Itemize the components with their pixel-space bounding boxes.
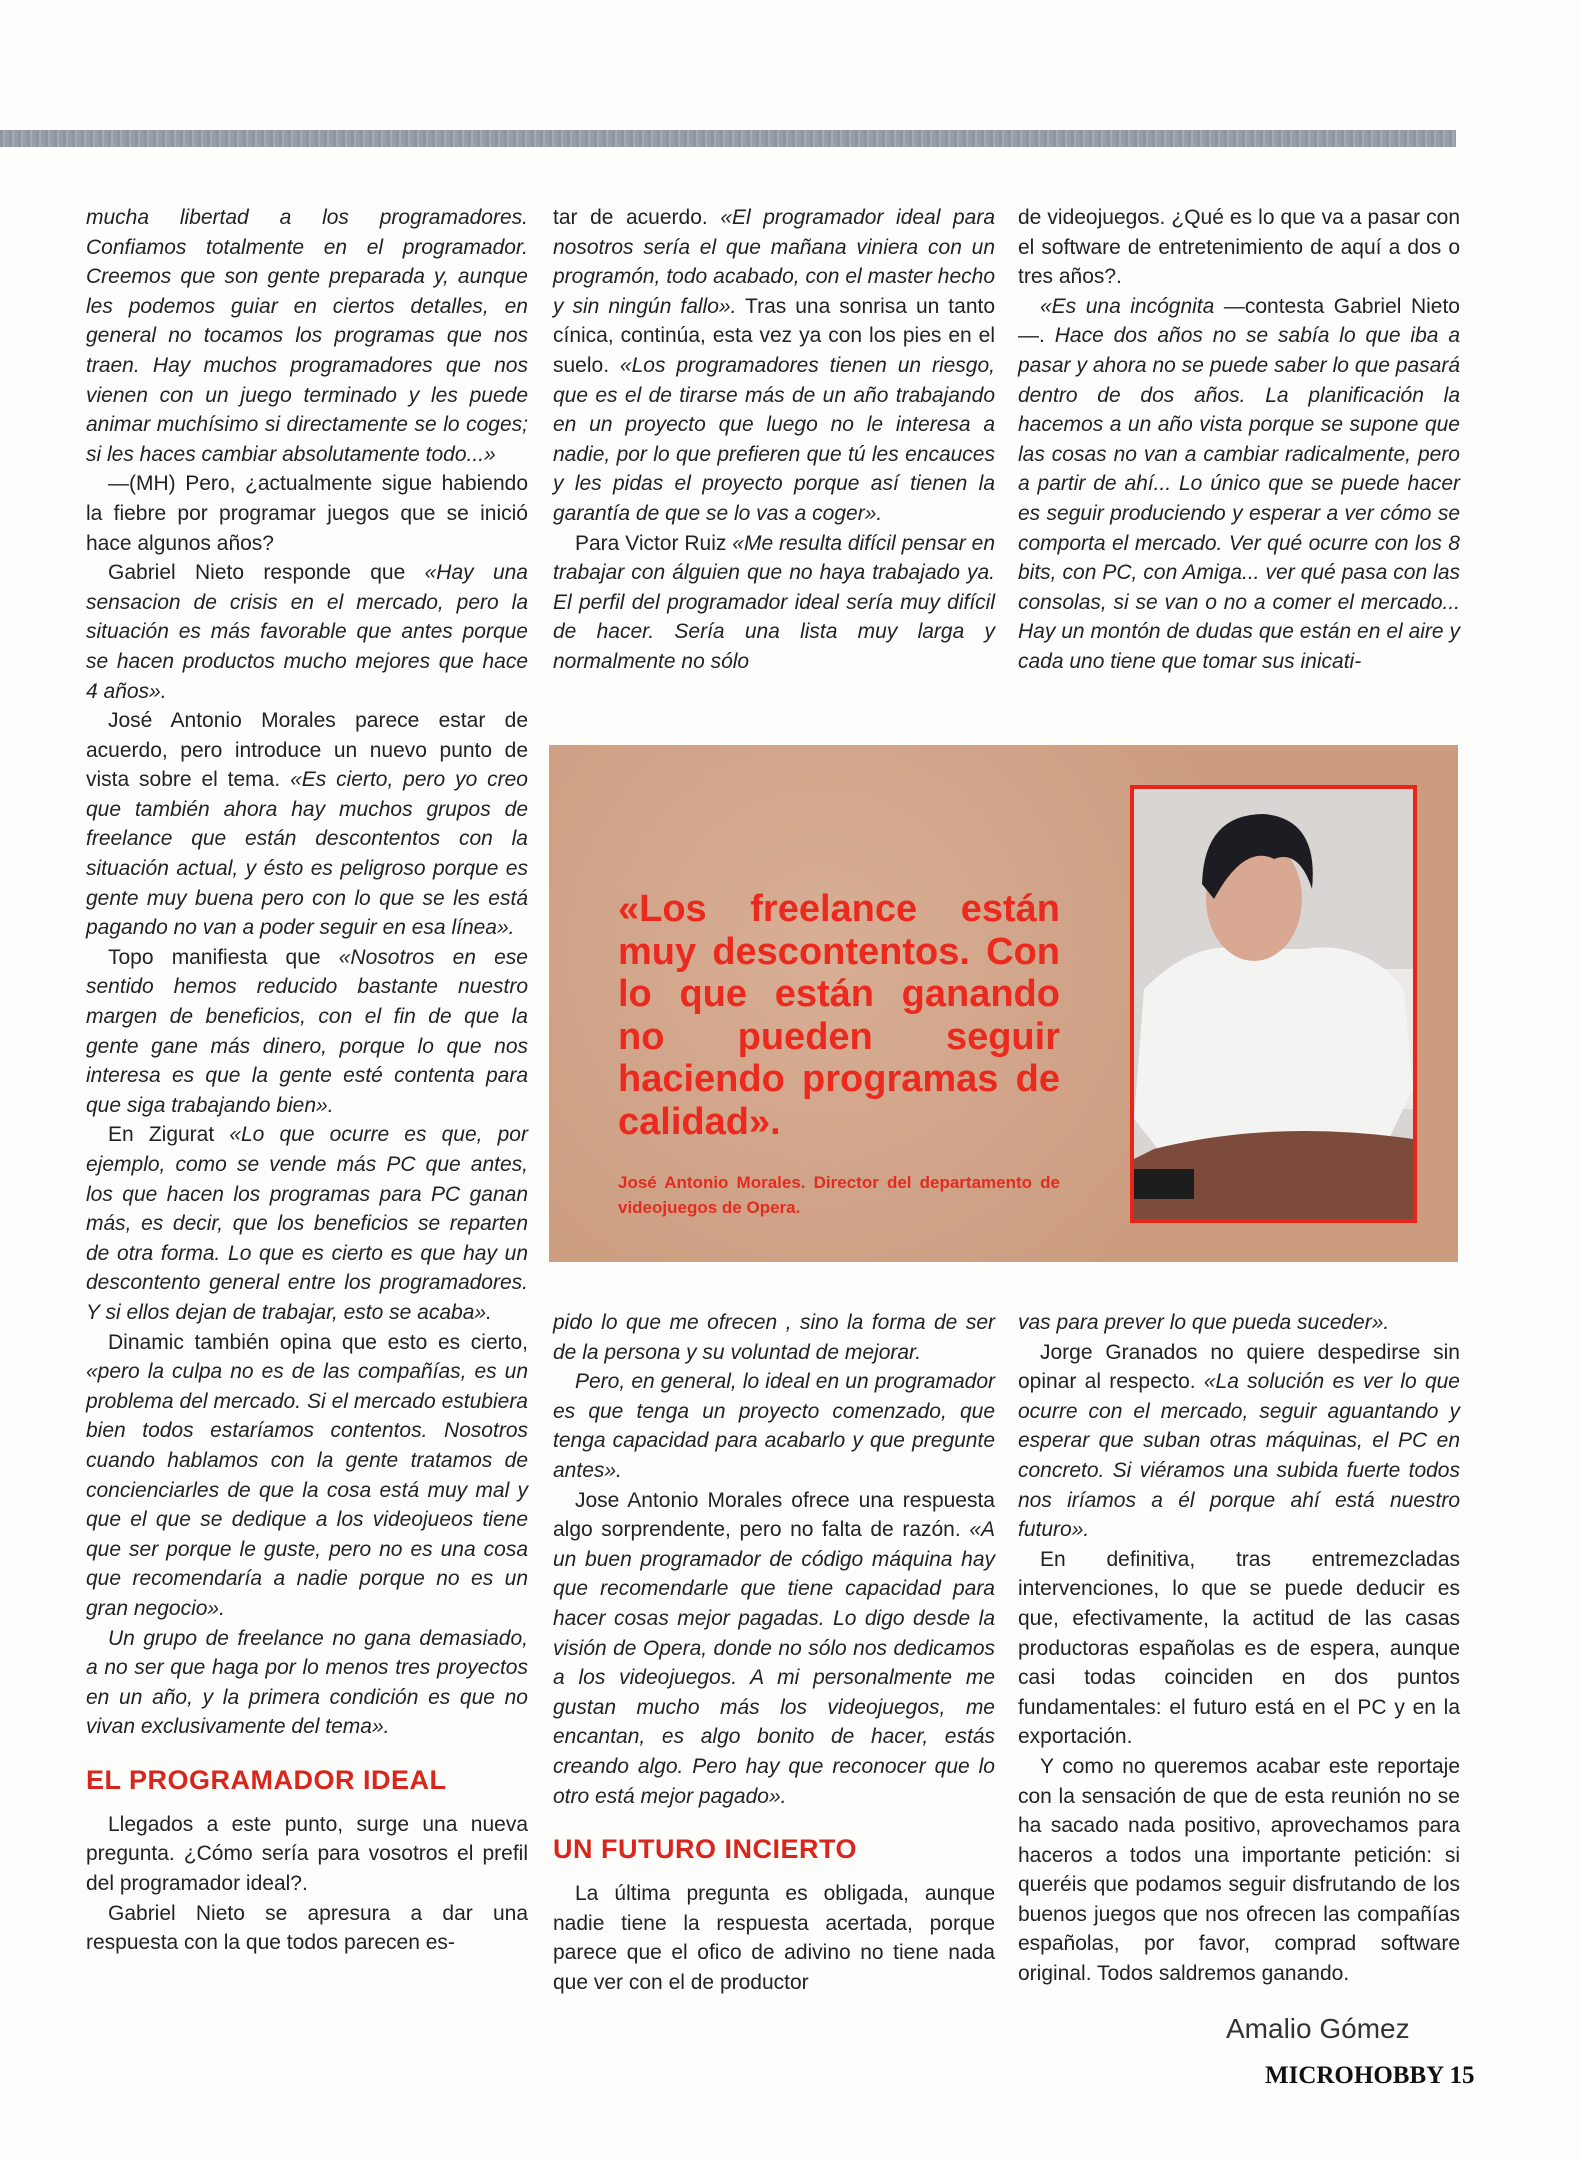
paragraph xyxy=(553,1308,995,1367)
column-1 xyxy=(86,203,528,1958)
body-text: Y como no queremos acabar este reportaje con la sensación de que de esta reunión no se ha sacado nada positivo, aprovechamos para haceros a todos una importante petición: si queréis que podamos seguir disfrutando de los buenos juegos que nos ofrecen las compañías españolas, por favor, comprad software original. Todos saldremos ganando. xyxy=(1018,1754,1460,1986)
paragraph xyxy=(86,1120,528,1327)
section-heading: EL PROGRAMADOR IDEAL xyxy=(86,1764,447,1795)
body-text: En definitiva, tras entremezcladas intervenciones, lo que se puede deducir es que, efectivamente, la actitud de las casas productoras españolas es de espera, aunque casi todas coinciden en dos puntos fundamentales: el futuro está en el PC y en la exportación. xyxy=(1018,1547,1460,1749)
paragraph xyxy=(86,203,528,469)
quoted-text: «pero la culpa no es de las compañías, es un problema del mercado. Si el mercado estubiera bien todos estaríamos contentos. Nosotros cuando hablamos con la gente tratamos de concienciarles de que la cosa está muy mal y que el que se dedique a los videojueos tiene que ser porque le guste, pero no es una cosa que recomendaría a nadie porque no es un gran negocio». xyxy=(86,1360,528,1620)
paragraph xyxy=(1018,203,1460,292)
header-rule xyxy=(0,130,1456,147)
body-text: La última pregunta es obligada, aunque nadie tiene la respuesta acertada, porque parece que el ofico de adivino no tiene nada que ver con el de productor xyxy=(553,1882,995,1994)
quoted-text: «El programador ideal para nosotros sería el que mañana viniera con un programón, todo acabado, con el master hecho y sin ningún fallo». xyxy=(553,206,996,318)
body-text: Jorge Granados no quiere despedirse sin opinar al respecto. xyxy=(1018,1340,1460,1394)
paragraph xyxy=(553,1879,995,1997)
paragraph xyxy=(86,1328,528,1624)
body-text: Dinamic también opina que esto es cierto, xyxy=(108,1330,528,1354)
quoted-text: pido lo que me ofrecen , sino la forma de ser de la persona y su voluntad de mejorar. xyxy=(553,1311,995,1364)
quoted-text: «Lo que ocurre es que, por ejemplo, como se vende más PC que antes, los que hacen los programas para PC ganan más, es decir, que los beneficios se reparten de otra forma. Lo que es cierto es que hay un descontento general entre los programadores. Y si ellos dejan de trabajar, esto se acaba». xyxy=(86,1123,528,1324)
portrait-photo xyxy=(1130,785,1417,1223)
body-text: Tras una sonrisa un tanto cínica, continúa, esta vez ya con los pies en el suelo. xyxy=(553,294,996,377)
pull-quote-attribution: José Antonio Morales. Director del departamento de videojuegos de Opera. xyxy=(618,1173,1060,1217)
body-text: Gabriel Nieto responde que xyxy=(108,561,425,585)
paragraph xyxy=(1018,1752,1460,1989)
quoted-text: Hace dos años no se sabía lo que iba a pasar y ahora no se puede saber lo que pasará dentro de dos años. La planificación la hacemos a un año vista porque se supone que las cosas no van a cambiar radicalmente, pero a partir de ahí... Lo único que se puede hacer es seguir produciendo y esperar a ver cómo se comporta el mercado. Ver qué ocurre con los 8 bits, con PC, con Amiga... ver qué pasa con las consolas, si se van o no a comer el mercado... Hay un montón de dudas que están en el aire y cada uno tiene que tomar sus inicati- xyxy=(1018,324,1460,673)
body-text: Llegados a este punto, surge una nueva pregunta. ¿Cómo sería para vosotros el prefil del programador ideal?. xyxy=(86,1812,528,1896)
body-text: de videojuegos. ¿Qué es lo que va a pasar con el software de entretenimiento de aquí a dos o tres años?. xyxy=(1018,206,1460,289)
portrait-illustration xyxy=(1134,789,1413,1219)
body-text: Jose Antonio Morales ofrece una respuesta algo sorprendente, pero no falta de razón. xyxy=(553,1488,995,1542)
body-text: En Zigurat xyxy=(108,1123,230,1147)
paragraph xyxy=(86,558,528,706)
paragraph xyxy=(86,706,528,943)
body-text: Topo manifiesta que xyxy=(108,945,339,969)
paragraph xyxy=(1018,1338,1460,1545)
column-2-top xyxy=(553,203,995,677)
quoted-text: «La solución es ver lo que ocurre con el mercado, seguir aguantando y esperar que suban otras máquinas, el PC en concreto. Si viéramos una subida fuerte todos nos iríamos a él porque ahí está nuestro futuro». xyxy=(1018,1370,1460,1542)
paragraph xyxy=(553,203,995,529)
paragraph xyxy=(86,1899,528,1958)
pull-quote-box xyxy=(549,745,1458,1262)
paragraph xyxy=(86,943,528,1121)
paragraph xyxy=(86,1810,528,1899)
column-3-bottom xyxy=(1018,1308,1460,1989)
paragraph xyxy=(1018,292,1460,677)
author-signature: Amalio Gómez xyxy=(1226,2013,1410,2044)
paragraph xyxy=(1018,1308,1460,1338)
pull-quote-text: «Los freelance están muy descontentos. Con lo que están ganando no pueden seguir haciendo programas de calidad». xyxy=(618,888,1060,1143)
body-text: tar de acuerdo. xyxy=(553,206,721,229)
column-2-bottom xyxy=(553,1308,995,1997)
paragraph xyxy=(553,1486,995,1812)
body-text: José Antonio Morales parece estar de acuerdo, pero introduce un nuevo punto de vista sobre el tema. xyxy=(86,709,528,792)
quoted-text: mucha libertad a los programadores. Confiamos totalmente en el programador. Creemos que son gente preparada y, aunque les podemos guiar en ciertos detalles, en general no tocamos los programas que nos traen. Hay muchos programadores que nos vienen con un juego terminado y les puede animar muchísimo si directamente se lo coges; si les haces cambiar absolutamente todo...» xyxy=(86,206,528,466)
paragraph xyxy=(553,529,995,677)
page-folio: MICROHOBBY 15 xyxy=(1265,2062,1475,2089)
quoted-text: «Es cierto, pero yo creo que también ahora hay muchos grupos de freelance que están descontentos con la situación actual, y ésto es peligroso porque es gente muy buena pero con lo que se les está pagando no van a poder seguir en esa línea». xyxy=(86,768,528,940)
quoted-text: «A un buen programador de código máquina hay que recomendarle que tiene capacidad para hacer cosas mejor pagadas. Lo digo desde la visión de Opera, donde no sólo nos dedicamos a los videojuegos. A mi personalmente me gustan mucho más los videojuegos, me encantan, es algo bonito de hacer, estás creando algo. Pero hay que reconocer que lo otro está mejor pagado». xyxy=(553,1518,995,1808)
paragraph xyxy=(86,469,528,558)
body-text: Gabriel Nieto se apresura a dar una respuesta con la que todos parecen es- xyxy=(86,1901,528,1955)
body-text: —contesta Gabriel Nieto—. xyxy=(1018,294,1460,348)
body-text: Para Victor Ruiz xyxy=(575,531,733,555)
quoted-text: «Nosotros en ese sentido hemos reducido bastante nuestro margen de beneficios, con el fin de que la gente gane más dinero, porque lo que nos interesa es que la gente esté contenta para que siga trabajando bien». xyxy=(86,945,528,1117)
quoted-text: vas para prever lo que pueda suceder». xyxy=(1018,1311,1390,1334)
paragraph xyxy=(1018,1545,1460,1752)
paragraph xyxy=(86,1624,528,1742)
body-text: —(MH) Pero, ¿actualmente sigue habiendo la fiebre por programar juegos que se inició hace algunos años? xyxy=(86,472,528,555)
quoted-text: «Me resulta difícil pensar en trabajar con álguien que no haya trabajado ya. El perfil del programador ideal sería muy difícil de hacer. Sería una lista muy larga y normalmente no sólo xyxy=(553,531,996,673)
quoted-text: «Los programadores tienen un riesgo, que es el de tirarse más de un año trabajando en un proyecto que luego no le interesa a nadie, por lo que prefieren que tú les encauces y les pidas el proyecto porque así tienen la garantía de que se lo vas a coger». xyxy=(553,353,995,525)
quoted-text: Pero, en general, lo ideal en un programador es que tenga un proyecto comenzado, que tenga capacidad para acabarlo y que pregunte antes». xyxy=(553,1370,995,1482)
quoted-text: Un grupo de freelance no gana demasiado, a no ser que haga por lo menos tres proyectos en un año, y la primera condición es que no vivan exclusivamente del tema». xyxy=(86,1626,528,1739)
quoted-text: «Es una incógnita xyxy=(1040,294,1224,318)
column-3-top xyxy=(1018,203,1460,677)
quoted-text: «Hay una sensacion de crisis en el mercado, pero la situación es más favorable que antes porque se hacen productos mucho mejores que hace 4 años». xyxy=(86,561,528,703)
section-heading: UN FUTURO INCIERTO xyxy=(553,1834,857,1865)
paragraph xyxy=(553,1367,995,1485)
